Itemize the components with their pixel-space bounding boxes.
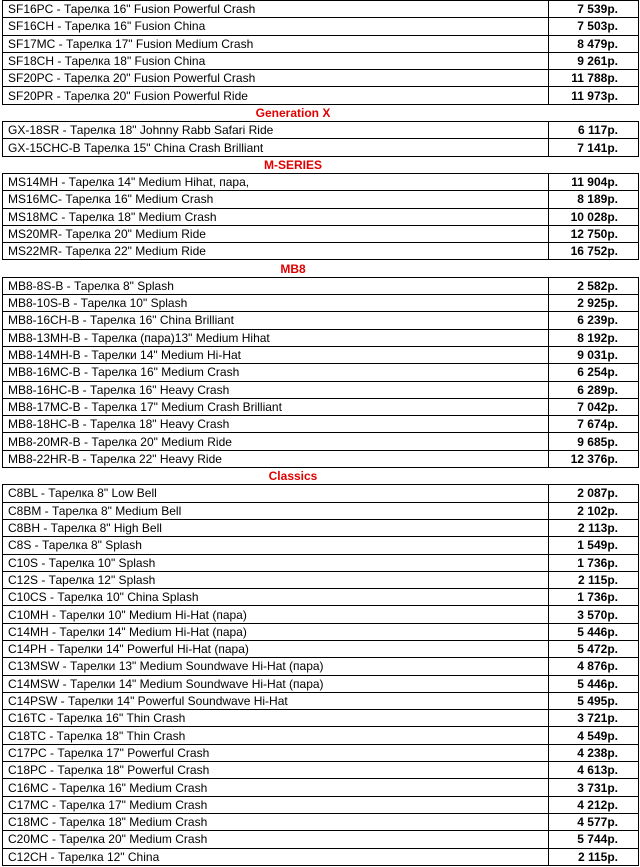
table-row — [3, 640, 639, 657]
table-row — [3, 831, 639, 848]
product-name: C12CH - Тарелка 12" China — [3, 848, 549, 865]
product-name: SF20PC - Тарелка 20" Fusion Powerful Crash — [3, 70, 549, 87]
section-title-cell — [3, 468, 639, 485]
product-price: 6 117р. — [549, 122, 639, 139]
table-row — [3, 312, 639, 329]
table-row — [3, 364, 639, 381]
product-name: C16MC - Тарелка 16" Medium Crash — [3, 779, 549, 796]
product-price: 1 549р. — [549, 537, 639, 554]
table-row — [3, 208, 639, 225]
product-price: 5 446р. — [549, 623, 639, 640]
product-price: 4 238р. — [549, 744, 639, 761]
product-price: 16 752р. — [549, 243, 639, 260]
table-row — [3, 87, 639, 104]
section-title: Classics — [268, 469, 318, 484]
table-row — [3, 779, 639, 796]
section-title: M-SERIES — [263, 157, 322, 172]
product-price: 8 479р. — [549, 35, 639, 52]
table-row — [3, 173, 639, 190]
table-row — [3, 485, 639, 502]
product-price: 4 876р. — [549, 658, 639, 675]
product-price: 7 674р. — [549, 416, 639, 433]
product-name: C14MH - Тарелки 14" Medium Hi-Hat (пара) — [3, 623, 549, 640]
table-row — [3, 744, 639, 761]
product-price: 2 115р. — [549, 571, 639, 588]
product-price: 2 115р. — [549, 848, 639, 865]
product-price: 6 239р. — [549, 312, 639, 329]
product-name: GX-18SR - Тарелка 18" Johnny Rabb Safari Ride — [3, 122, 549, 139]
product-name: C13MSW - Тарелки 13" Medium Soundwave Hi-Hat (пара) — [3, 658, 549, 675]
table-row — [3, 589, 639, 606]
product-name: MB8-18HC-B - Тарелка 18" Heavy Crash — [3, 416, 549, 433]
table-row — [3, 762, 639, 779]
section-header-row — [3, 104, 639, 121]
product-price: 6 289р. — [549, 381, 639, 398]
table-row — [3, 346, 639, 363]
table-row — [3, 329, 639, 346]
table-row — [3, 277, 639, 294]
section-header-row — [3, 260, 639, 277]
product-name: C8BH - Тарелка 8" High Bell — [3, 519, 549, 536]
section-header-row — [3, 468, 639, 485]
product-name: C10CS - Тарелка 10" China Splash — [3, 589, 549, 606]
table-row — [3, 537, 639, 554]
product-price: 2 582р. — [549, 277, 639, 294]
product-price: 7 042р. — [549, 398, 639, 415]
product-price: 2 102р. — [549, 502, 639, 519]
product-name: SF20PR - Тарелка 20" Fusion Powerful Ride — [3, 87, 549, 104]
table-row — [3, 243, 639, 260]
product-price: 4 613р. — [549, 762, 639, 779]
product-name: MB8-16HC-B - Тарелка 16" Heavy Crash — [3, 381, 549, 398]
product-name: MS22MR- Тарелка 22" Medium Ride — [3, 243, 549, 260]
product-name: C10MH - Тарелки 10" Medium Hi-Hat (пара) — [3, 606, 549, 623]
section-title-cell — [3, 156, 639, 173]
table-row — [3, 658, 639, 675]
product-price: 2 087р. — [549, 485, 639, 502]
section-title-cell — [3, 104, 639, 121]
product-name: MB8-13MH-B - Тарелка (пара)13" Medium Hihat — [3, 329, 549, 346]
product-name: MB8-20MR-B - Тарелка 20" Medium Ride — [3, 433, 549, 450]
product-price: 5 446р. — [549, 675, 639, 692]
product-price: 11 973р. — [549, 87, 639, 104]
product-price: 9 031р. — [549, 346, 639, 363]
table-row — [3, 122, 639, 139]
product-name: C12S - Тарелка 12" Splash — [3, 571, 549, 588]
product-name: C17MC - Тарелка 17" Medium Crash — [3, 796, 549, 813]
table-row — [3, 381, 639, 398]
product-name: MB8-8S-B - Тарелка 8" Splash — [3, 277, 549, 294]
product-price: 12 376р. — [549, 450, 639, 467]
product-price: 12 750р. — [549, 225, 639, 242]
table-row — [3, 398, 639, 415]
table-row — [3, 675, 639, 692]
product-price: 4 577р. — [549, 813, 639, 830]
product-price: 5 472р. — [549, 640, 639, 657]
product-name: C17PC - Тарелка 17" Powerful Crash — [3, 744, 549, 761]
product-name: MB8-17MC-B - Тарелка 17" Medium Crash Brilliant — [3, 398, 549, 415]
product-price: 9 685р. — [549, 433, 639, 450]
product-name: C8BL - Тарелка 8" Low Bell — [3, 485, 549, 502]
product-name: C8BM - Тарелка 8" Medium Bell — [3, 502, 549, 519]
product-name: MB8-10S-B - Тарелка 10" Splash — [3, 295, 549, 312]
product-price: 7 141р. — [549, 139, 639, 156]
product-name: C14PSW - Тарелки 14" Powerful Soundwave Hi-Hat — [3, 692, 549, 709]
product-price: 1 736р. — [549, 554, 639, 571]
product-price: 7 503р. — [549, 18, 639, 35]
product-name: SF18CH - Тарелка 18" Fusion China — [3, 52, 549, 69]
product-name: C18MC - Тарелка 18" Medium Crash — [3, 813, 549, 830]
product-name: MB8-14MH-B - Тарелки 14" Medium Hi-Hat — [3, 346, 549, 363]
product-price: 3 731р. — [549, 779, 639, 796]
product-name: MS18MC - Тарелка 18" Medium Crash — [3, 208, 549, 225]
product-price: 4 549р. — [549, 727, 639, 744]
product-name: SF16PC - Тарелка 16" Fusion Powerful Crash — [3, 1, 549, 18]
price-list-table — [2, 0, 639, 866]
product-price: 11 904р. — [549, 173, 639, 190]
product-name: GX-15CHC-B Тарелка 15" China Crash Brilliant — [3, 139, 549, 156]
product-price: 11 788р. — [549, 70, 639, 87]
product-price: 8 189р. — [549, 191, 639, 208]
table-row — [3, 710, 639, 727]
product-price: 9 261р. — [549, 52, 639, 69]
section-header-row — [3, 156, 639, 173]
product-price: 4 212р. — [549, 796, 639, 813]
table-row — [3, 623, 639, 640]
product-price: 8 192р. — [549, 329, 639, 346]
product-price: 10 028р. — [549, 208, 639, 225]
table-row — [3, 35, 639, 52]
table-row — [3, 519, 639, 536]
table-row — [3, 191, 639, 208]
section-title: Generation X — [255, 105, 331, 120]
product-price: 2 113р. — [549, 519, 639, 536]
table-row — [3, 295, 639, 312]
table-row — [3, 52, 639, 69]
product-price: 7 539р. — [549, 1, 639, 18]
table-row — [3, 692, 639, 709]
product-price: 5 495р. — [549, 692, 639, 709]
product-price: 6 254р. — [549, 364, 639, 381]
product-name: MB8-16MC-B - Тарелка 16" Medium Crash — [3, 364, 549, 381]
table-row — [3, 450, 639, 467]
product-name: MB8-16CH-B - Тарелка 16" China Brilliant — [3, 312, 549, 329]
table-row — [3, 796, 639, 813]
section-title-cell — [3, 260, 639, 277]
product-name: SF17MC - Тарелка 17" Fusion Medium Crash — [3, 35, 549, 52]
product-name: C14PH - Тарелки 14" Powerful Hi-Hat (пара) — [3, 640, 549, 657]
product-name: C16TC - Тарелка 16" Thin Crash — [3, 710, 549, 727]
product-price: 2 925р. — [549, 295, 639, 312]
product-name: C20MC - Тарелка 20" Medium Crash — [3, 831, 549, 848]
table-row — [3, 813, 639, 830]
product-name: C18PC - Тарелка 18" Powerful Crash — [3, 762, 549, 779]
table-row — [3, 1, 639, 18]
table-row — [3, 139, 639, 156]
product-name: C14MSW - Тарелки 14" Medium Soundwave Hi-Hat (пара) — [3, 675, 549, 692]
product-name: MS20MR- Тарелка 20" Medium Ride — [3, 225, 549, 242]
table-row — [3, 18, 639, 35]
product-name: C8S - Тарелка 8" Splash — [3, 537, 549, 554]
price-list-body — [3, 1, 639, 866]
product-price: 1 736р. — [549, 589, 639, 606]
product-price: 5 744р. — [549, 831, 639, 848]
table-row — [3, 727, 639, 744]
table-row — [3, 571, 639, 588]
table-row — [3, 433, 639, 450]
product-price: 3 721р. — [549, 710, 639, 727]
table-row — [3, 70, 639, 87]
table-row — [3, 606, 639, 623]
table-row — [3, 848, 639, 865]
product-name: MS14MH - Тарелка 14" Medium Hihat, пара, — [3, 173, 549, 190]
product-name: C10S - Тарелка 10" Splash — [3, 554, 549, 571]
product-name: MB8-22HR-B - Тарелка 22" Heavy Ride — [3, 450, 549, 467]
product-name: SF16CH - Тарелка 16" Fusion China — [3, 18, 549, 35]
product-price: 3 570р. — [549, 606, 639, 623]
table-row — [3, 225, 639, 242]
product-name: MS16MC- Тарелка 16" Medium Crash — [3, 191, 549, 208]
product-name: C18TC - Тарелка 18" Thin Crash — [3, 727, 549, 744]
table-row — [3, 554, 639, 571]
table-row — [3, 502, 639, 519]
section-title: MB8 — [280, 261, 306, 276]
table-row — [3, 416, 639, 433]
